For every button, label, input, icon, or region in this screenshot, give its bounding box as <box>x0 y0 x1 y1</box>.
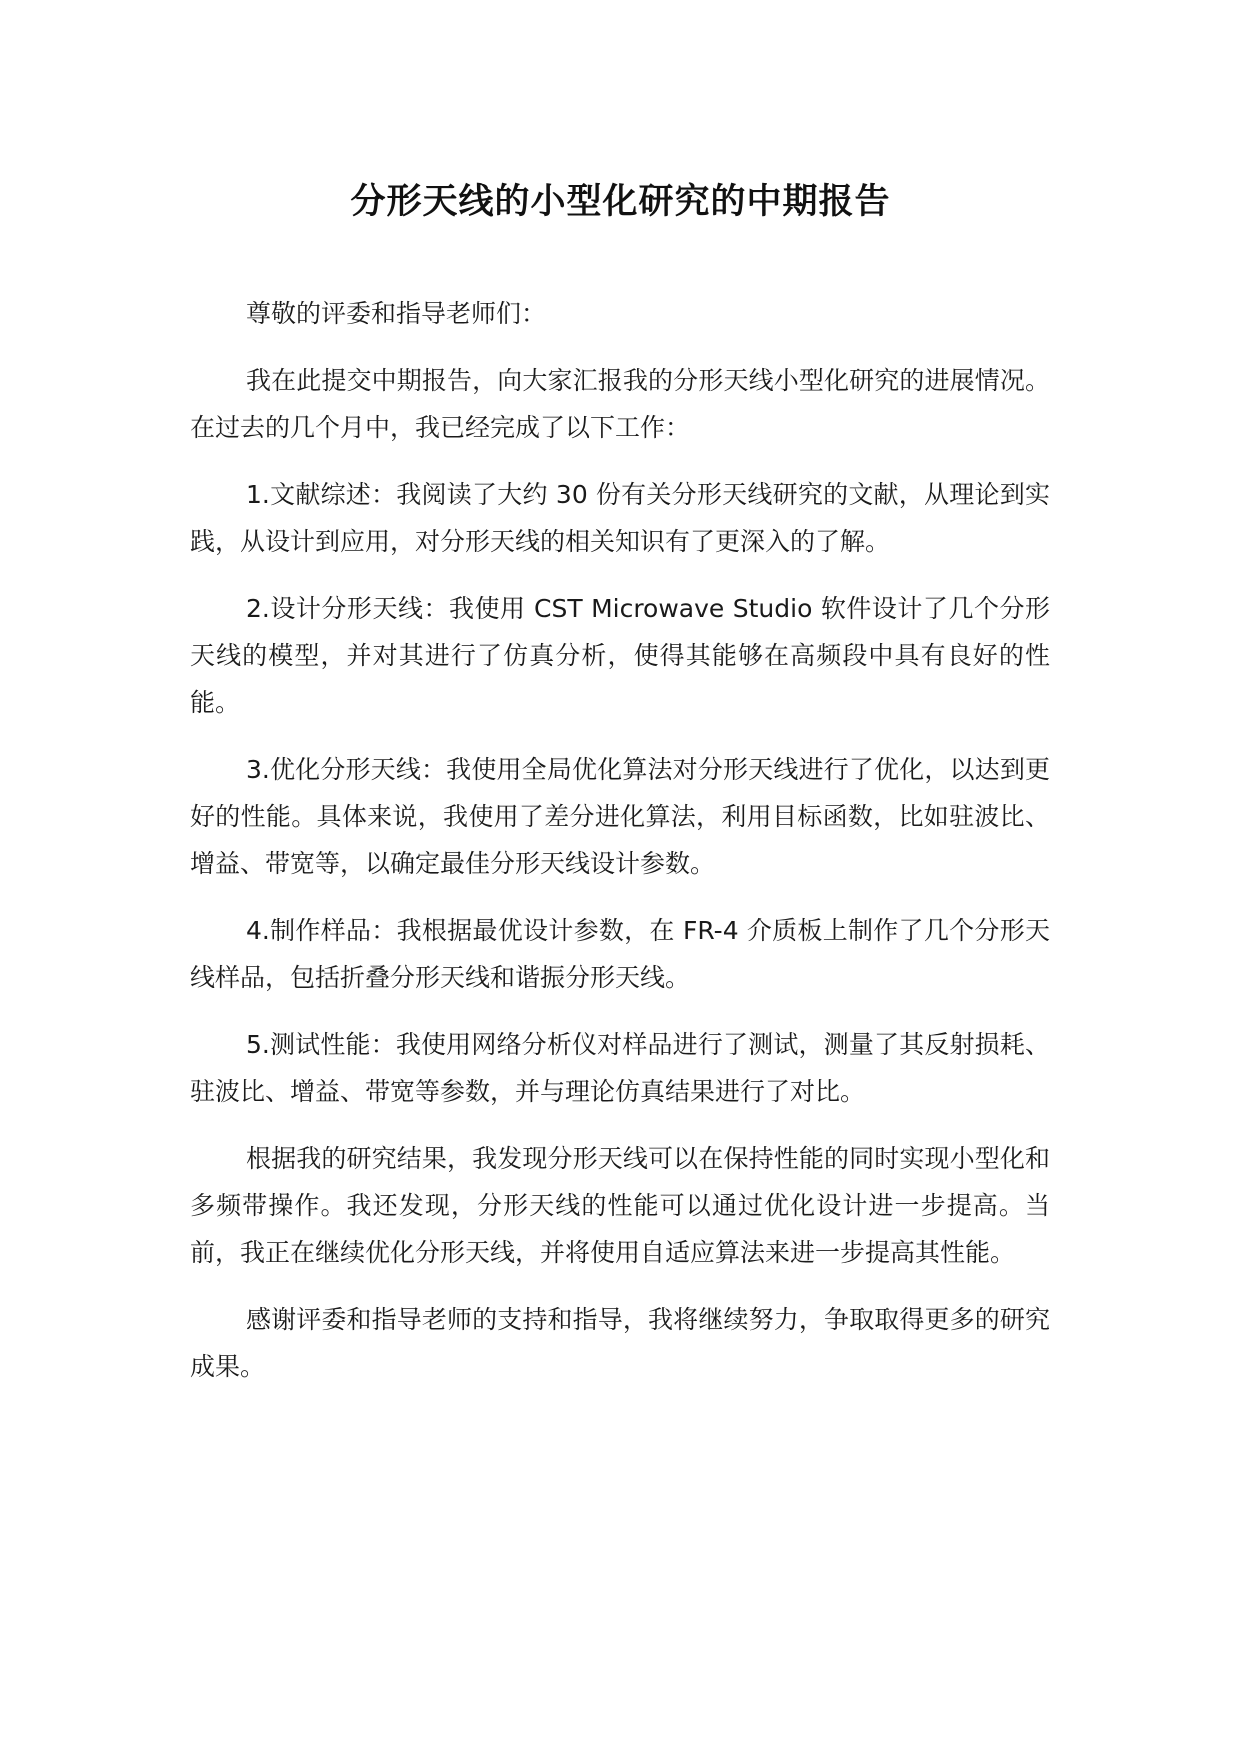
design-paragraph: 2.设计分形天线：我使用 CST Microwave Studio 软件设计了几个分形天线的模型，并对其进行了仿真分析，使得其能够在高频段中具有良好的性能。 <box>190 594 1050 717</box>
document-title: 分形天线的小型化研究的中期报告 <box>350 182 891 222</box>
results-paragraph: 根据我的研究结果，我发现分形天线可以在保持性能的同时实现小型化和多频带操作。我还发现，分形天线的性能可以通过优化设计进一步提高。当前，我正在继续优化分形天线，并将使用自适应算法来进一步提高其性能。 <box>190 1144 1050 1267</box>
intro-paragraph: 我在此提交中期报告，向大家汇报我的分形天线小型化研究的进展情况。在过去的几个月中，我已经完成了以下工作： <box>190 366 1050 442</box>
literature-review-paragraph: 1.文献综述：我阅读了大约 30 份有关分形天线研究的文献，从理论到实践，从设计到应用，对分形天线的相关知识有了更深入的了解。 <box>190 480 1050 556</box>
salutation-paragraph: 尊敬的评委和指导老师们： <box>246 299 547 328</box>
fabrication-paragraph: 4.制作样品：我根据最优设计参数，在 FR-4 介质板上制作了几个分形天线样品，包括折叠分形天线和谐振分形天线。 <box>190 916 1050 992</box>
document-body <box>190 290 1050 1410</box>
closing-paragraph: 感谢评委和指导老师的支持和指导，我将继续努力，争取取得更多的研究成果。 <box>190 1305 1050 1381</box>
testing-paragraph: 5.测试性能：我使用网络分析仪对样品进行了测试，测量了其反射损耗、驻波比、增益、带宽等参数，并与理论仿真结果进行了对比。 <box>190 1030 1050 1106</box>
optimization-paragraph: 3.优化分形天线：我使用全局优化算法对分形天线进行了优化，以达到更好的性能。具体来说，我使用了差分进化算法，利用目标函数，比如驻波比、增益、带宽等，以确定最佳分形天线设计参数。 <box>190 755 1050 878</box>
